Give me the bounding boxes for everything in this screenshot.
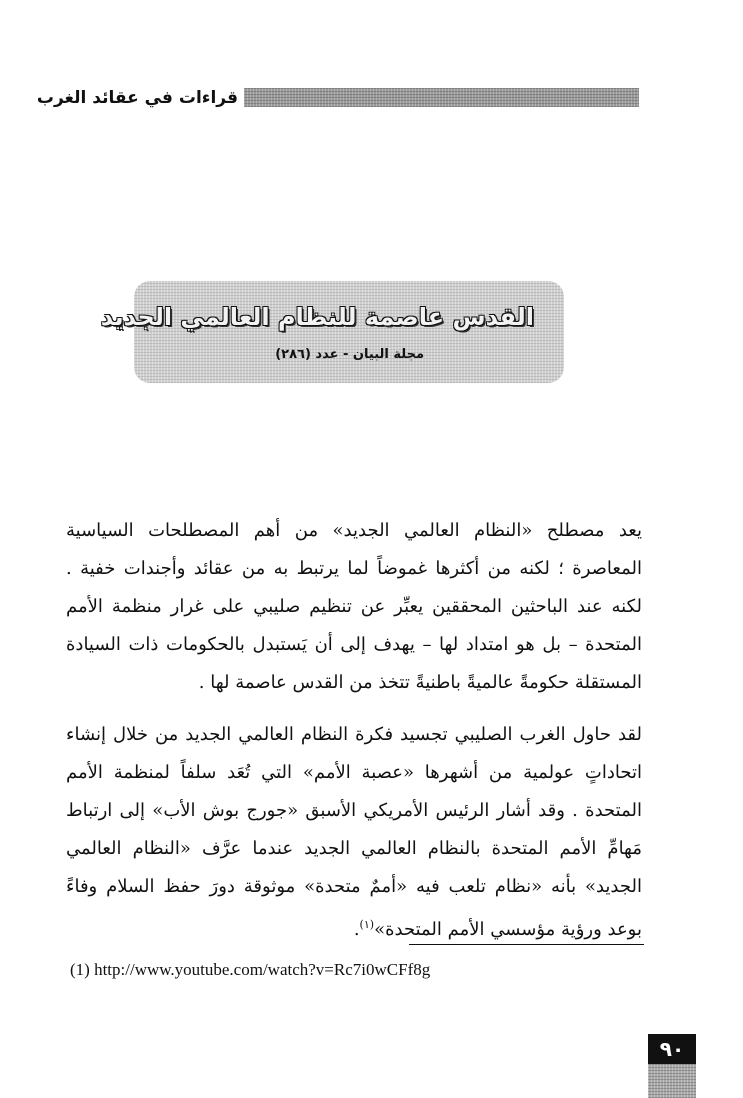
article-title-box [100, 281, 564, 383]
article-body [66, 512, 642, 949]
footnote-divider [409, 944, 644, 945]
article-title: القدس عاصمة للنظام العالمي الجديد [100, 303, 534, 331]
running-header-title: قراءات في عقائد الغرب [36, 88, 238, 108]
page-number: ٩٠ [648, 1034, 696, 1064]
paragraph-2-closing: . [353, 919, 360, 940]
paragraph-2-text: لقد حاول الغرب الصليبي تجسيد فكرة النظام العالمي الجديد من خلال إنشاء اتحاداتٍ عولمية من أشهرها «عصبة الأمم» التي تُعَد سلفاً لمنظمة الأمم المتحدة . وقد أشار الرئيس الأمريكي الأسبق «جورج بوش الأب» إلى ارتباط مَهامِّ الأمم المتحدة بالنظام العالمي الجديد عندما عرَّف «النظام العالمي الجديد» بأنه «نظام تلعب فيه «أممٌ متحدة» موثوقة دورَ حفظ السلام وفاءً بوعد ورؤية مؤسسي الأمم المتحدة» [66, 724, 642, 940]
paragraph-2 [66, 716, 642, 949]
header-decorative-bar [244, 88, 639, 107]
corner-decorative-tone [648, 1064, 696, 1098]
paragraph-1: يعد مصطلح «النظام العالمي الجديد» من أهم المصطلحات السياسية المعاصرة ؛ لكنه من أكثرها غموضاً لما يرتبط به من عقائد وأجندات خفية . لكنه عند الباحثين المحققين يعبِّر عن تنظيم صليبي على غرار منظمة الأمم المتحدة – بل هو امتداد لها – يهدف إلى أن يَستبدل بالحكومات ذات السيادة المستقلة حكومةً عالميةً باطنيةً تتخذ من القدس عاصمة لها . [66, 520, 642, 693]
footnote-reference: (١) [359, 918, 375, 931]
footnote-text: (1) http://www.youtube.com/watch?v=Rc7i0wCFf8g [70, 960, 431, 979]
article-source: مجلة البيان - عدد (٢٨٦) [275, 347, 424, 362]
